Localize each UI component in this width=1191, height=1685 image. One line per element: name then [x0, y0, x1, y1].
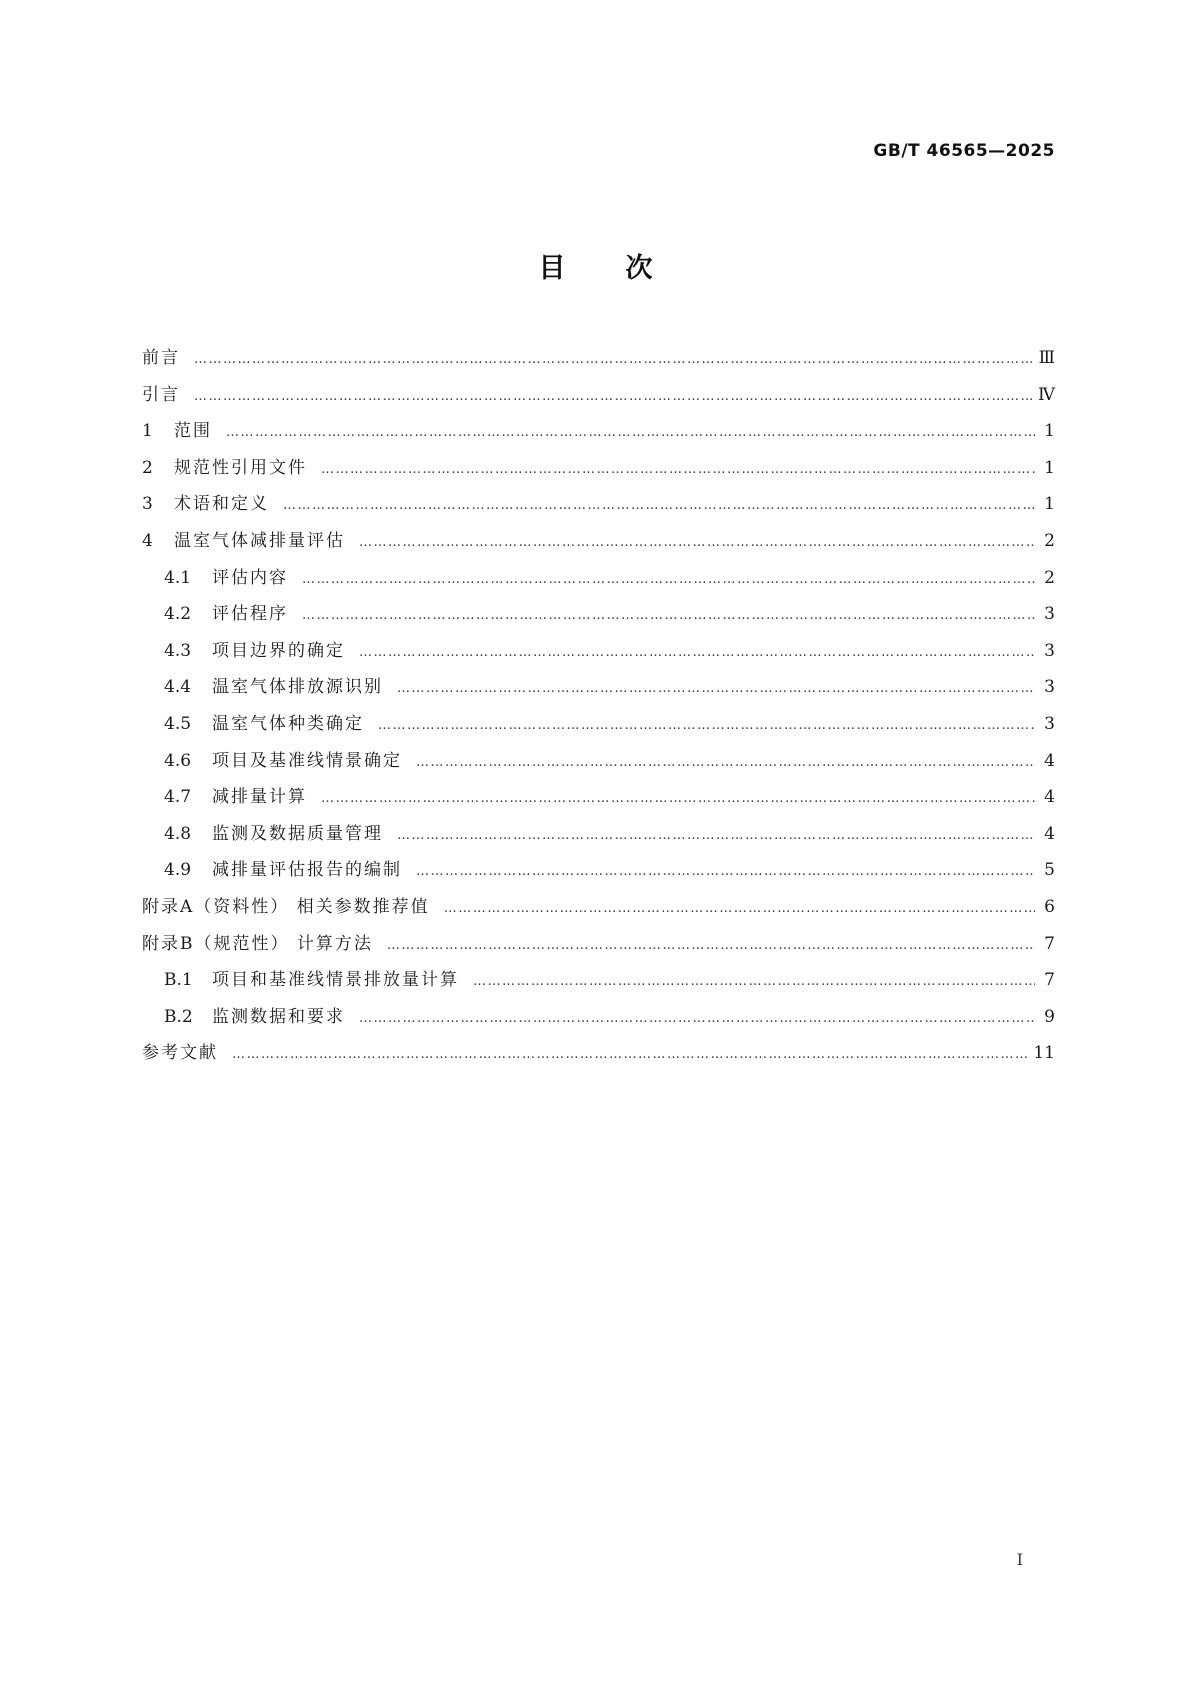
toc-title: 目次 — [538, 253, 713, 284]
toc-entry-label: 评估程序 — [212, 604, 288, 625]
toc-entry-number: B.2 — [164, 1006, 193, 1027]
toc-entry-number: 4.9 — [164, 860, 192, 881]
toc-entry-4-1[interactable] — [142, 560, 1055, 597]
toc-entry-label: 温室气体种类确定 — [212, 713, 364, 734]
toc-leader-dots — [397, 671, 1035, 708]
toc-leader-dots — [397, 818, 1035, 855]
toc-entry-number: 4.8 — [164, 823, 192, 844]
toc-entry-number: 1 — [142, 421, 153, 442]
toc-entry-4-9[interactable] — [142, 852, 1055, 889]
toc-entry-page: 1 — [1044, 421, 1055, 442]
toc-entry-page: 1 — [1044, 457, 1055, 478]
toc-leader-dots — [359, 525, 1035, 562]
standard-code: GB/T 46565—2025 — [873, 141, 1055, 161]
toc-leader-dots — [387, 928, 1035, 965]
toc-entry-4-4[interactable] — [142, 669, 1055, 706]
toc-entry-label: 监测数据和要求 — [212, 1006, 345, 1027]
toc-entry-label: 参考文献 — [142, 1043, 218, 1064]
toc-entry-terms-definitions[interactable] — [142, 486, 1055, 523]
toc-entry-page: 7 — [1044, 933, 1055, 954]
toc-entry-page: 3 — [1044, 640, 1055, 661]
toc-entry-4-8[interactable] — [142, 816, 1055, 853]
toc-entry-page: Ⅲ — [1038, 348, 1055, 368]
toc-entry-label: 减排量计算 — [212, 787, 307, 808]
toc-entry-label: 规范性引用文件 — [174, 457, 307, 478]
toc-entry-page: 11 — [1033, 1043, 1055, 1064]
toc-entry-label: 监测及数据质量管理 — [212, 823, 383, 844]
toc-leader-dots — [416, 854, 1035, 891]
toc-entry-label: 评估内容 — [212, 567, 288, 588]
toc-entry-page: 4 — [1044, 787, 1055, 808]
toc-entry-number: 3 — [142, 494, 153, 515]
toc-entry-page: 2 — [1044, 530, 1055, 551]
toc-leader-dots — [302, 562, 1035, 599]
toc-entry-page: 3 — [1044, 604, 1055, 625]
toc-entry-number: B.1 — [164, 970, 193, 991]
toc-entry-page: Ⅳ — [1038, 384, 1055, 405]
toc-leader-dots — [359, 1001, 1035, 1038]
toc-entry-4-3[interactable] — [142, 633, 1055, 670]
toc-leader-dots — [226, 415, 1035, 452]
toc-entry-number: 4.4 — [164, 677, 192, 698]
toc-entry-label: 温室气体减排量评估 — [174, 530, 345, 551]
toc-leader-dots — [194, 342, 1033, 379]
toc-entry-label: 附录B（规范性） 计算方法 — [142, 933, 373, 954]
toc-entry-page: 9 — [1044, 1006, 1055, 1027]
toc-leader-dots — [378, 708, 1035, 745]
toc-leader-dots — [321, 452, 1035, 489]
toc-entry-label: 引言 — [142, 384, 180, 405]
toc-entry-b-2[interactable] — [142, 999, 1055, 1036]
toc-entry-number: 4.3 — [164, 640, 192, 661]
toc-entry-page: 3 — [1044, 677, 1055, 698]
toc-entry-number: 4.7 — [164, 787, 192, 808]
toc-entry-label: 术语和定义 — [174, 494, 269, 515]
toc-entry-number: 4 — [142, 530, 153, 551]
toc-entry-number: 4.5 — [164, 713, 192, 734]
toc-leader-dots — [232, 1037, 1027, 1074]
toc-entry-page: 2 — [1044, 567, 1055, 588]
toc-entry-page: 4 — [1044, 750, 1055, 771]
toc-entry-page: 4 — [1044, 823, 1055, 844]
toc-leader-dots — [321, 781, 1035, 818]
toc-entry-4-7[interactable] — [142, 779, 1055, 816]
toc-leader-dots — [359, 635, 1035, 672]
toc-entry-number: 4.1 — [164, 567, 192, 588]
toc-entry-foreword[interactable] — [142, 340, 1055, 377]
toc-entry-4-6[interactable] — [142, 743, 1055, 780]
toc-entry-page: 6 — [1044, 896, 1055, 917]
toc-entry-page: 3 — [1044, 713, 1055, 734]
toc-entry-number: 2 — [142, 457, 153, 478]
toc-entry-page: 5 — [1044, 860, 1055, 881]
toc-leader-dots — [302, 598, 1035, 635]
toc-entry-4-2[interactable] — [142, 596, 1055, 633]
toc-entry-4-5[interactable] — [142, 706, 1055, 743]
toc-entry-ghg-assessment[interactable] — [142, 523, 1055, 560]
toc-entry-normative-references[interactable] — [142, 450, 1055, 487]
toc-entry-label: 项目及基准线情景确定 — [212, 750, 402, 771]
toc-entry-label: 项目和基准线情景排放量计算 — [212, 970, 459, 991]
toc-entry-number: 4.2 — [164, 604, 192, 625]
toc-leader-dots — [416, 745, 1035, 782]
toc-entry-label: 附录A（资料性） 相关参数推荐值 — [142, 896, 430, 917]
toc-entry-appendix-a[interactable] — [142, 889, 1055, 926]
toc-entry-scope[interactable] — [142, 413, 1055, 450]
toc-leader-dots — [283, 488, 1035, 525]
toc-entry-bibliography[interactable] — [142, 1035, 1055, 1072]
toc-entry-number: 4.6 — [164, 750, 192, 771]
toc-entry-label: 减排量评估报告的编制 — [212, 860, 402, 881]
toc-entry-label: 项目边界的确定 — [212, 640, 345, 661]
toc-entry-appendix-b[interactable] — [142, 926, 1055, 963]
toc-entry-page: 1 — [1044, 494, 1055, 515]
toc-leader-dots — [444, 891, 1035, 928]
toc-entry-introduction[interactable] — [142, 377, 1055, 414]
toc-leader-dots — [473, 964, 1035, 1001]
toc-leader-dots — [194, 379, 1032, 416]
toc-entry-label: 前言 — [142, 348, 180, 368]
page-number: I — [1016, 1550, 1023, 1569]
toc-entry-page: 7 — [1044, 970, 1055, 991]
toc-entry-label: 范围 — [174, 421, 212, 442]
toc-entry-b-1[interactable] — [142, 962, 1055, 999]
toc-entry-label: 温室气体排放源识别 — [212, 677, 383, 698]
table-of-contents — [142, 340, 1055, 1072]
